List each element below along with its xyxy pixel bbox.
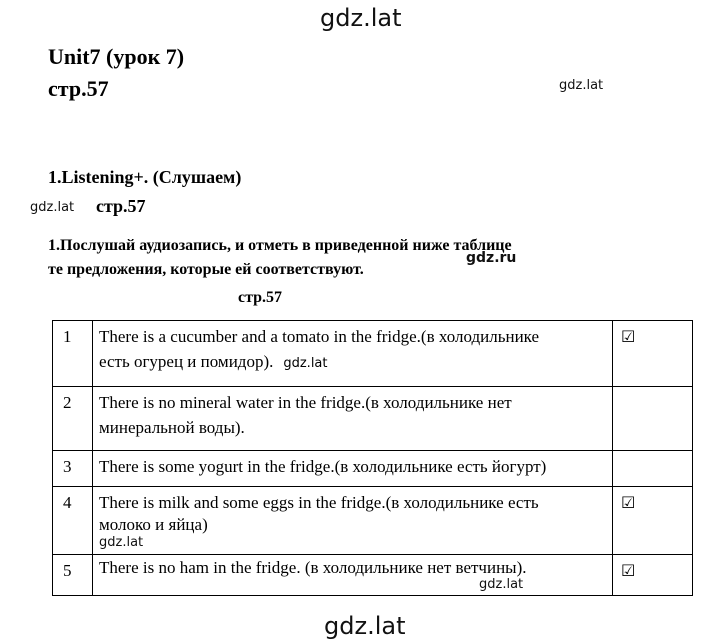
watermark-center: gdz.ru — [466, 250, 517, 266]
watermark-row-4: gdz.lat — [99, 535, 144, 550]
sentence-line-text: есть огурец и помидор). — [99, 352, 274, 371]
row-number: 1 — [53, 321, 93, 387]
watermark-left: gdz.lat — [30, 200, 75, 215]
sentence-line: There is milk and some eggs in the fridge.(в холодильнике есть — [99, 493, 539, 512]
row-number: 5 — [53, 555, 93, 596]
checkbox-cell — [613, 387, 693, 451]
table-row — [53, 387, 693, 451]
row-number: 3 — [53, 451, 93, 487]
task-line-2: те предложения, которые ей соответствуют. — [48, 261, 364, 278]
sentence-line: молоко и яйца) — [99, 515, 208, 534]
watermark-row-1: gdz.lat — [283, 356, 328, 371]
checkbox-checked-icon: ☑ — [613, 487, 693, 555]
section-page: стр.57 — [96, 196, 146, 216]
row-sentence — [93, 321, 613, 387]
table-row — [53, 321, 693, 387]
sentence-line: There is no ham in the fridge. (в холодильнике нет ветчины). — [99, 558, 527, 577]
table-row — [53, 487, 693, 555]
table-row — [53, 555, 693, 596]
sentence-line: минеральной воды). — [99, 418, 245, 437]
row-sentence — [93, 387, 613, 451]
checkbox-cell — [613, 451, 693, 487]
table-row — [53, 451, 693, 487]
watermark-top: gdz.lat — [320, 4, 402, 32]
section-title: 1.Listening+. (Слушаем) — [48, 167, 242, 187]
row-sentence — [93, 555, 613, 596]
sentence-line: There is no mineral water in the fridge.(в холодильнике нет — [99, 393, 512, 412]
watermark-bottom: gdz.lat — [324, 612, 406, 640]
task-page: стр.57 — [238, 289, 283, 306]
header-page: стр.57 — [48, 76, 109, 101]
unit-title: Unit7 (урок 7) — [48, 44, 185, 69]
row-number: 2 — [53, 387, 93, 451]
answer-table — [52, 320, 693, 596]
row-sentence — [93, 487, 613, 555]
checkbox-checked-icon: ☑ — [613, 555, 693, 596]
checkbox-checked-icon: ☑ — [613, 321, 693, 387]
row-sentence — [93, 451, 613, 487]
watermark-right: gdz.lat — [559, 78, 604, 93]
watermark-row-5: gdz.lat — [479, 577, 524, 592]
task-line-1: 1.Послушай аудиозапись, и отметь в приведенной ниже таблице — [48, 237, 512, 254]
row-number: 4 — [53, 487, 93, 555]
sentence-line: There is some yogurt in the fridge.(в холодильнике есть йогурт) — [99, 457, 547, 476]
sentence-line — [99, 349, 606, 376]
sentence-line: There is a cucumber and a tomato in the fridge.(в холодильнике — [99, 327, 540, 346]
